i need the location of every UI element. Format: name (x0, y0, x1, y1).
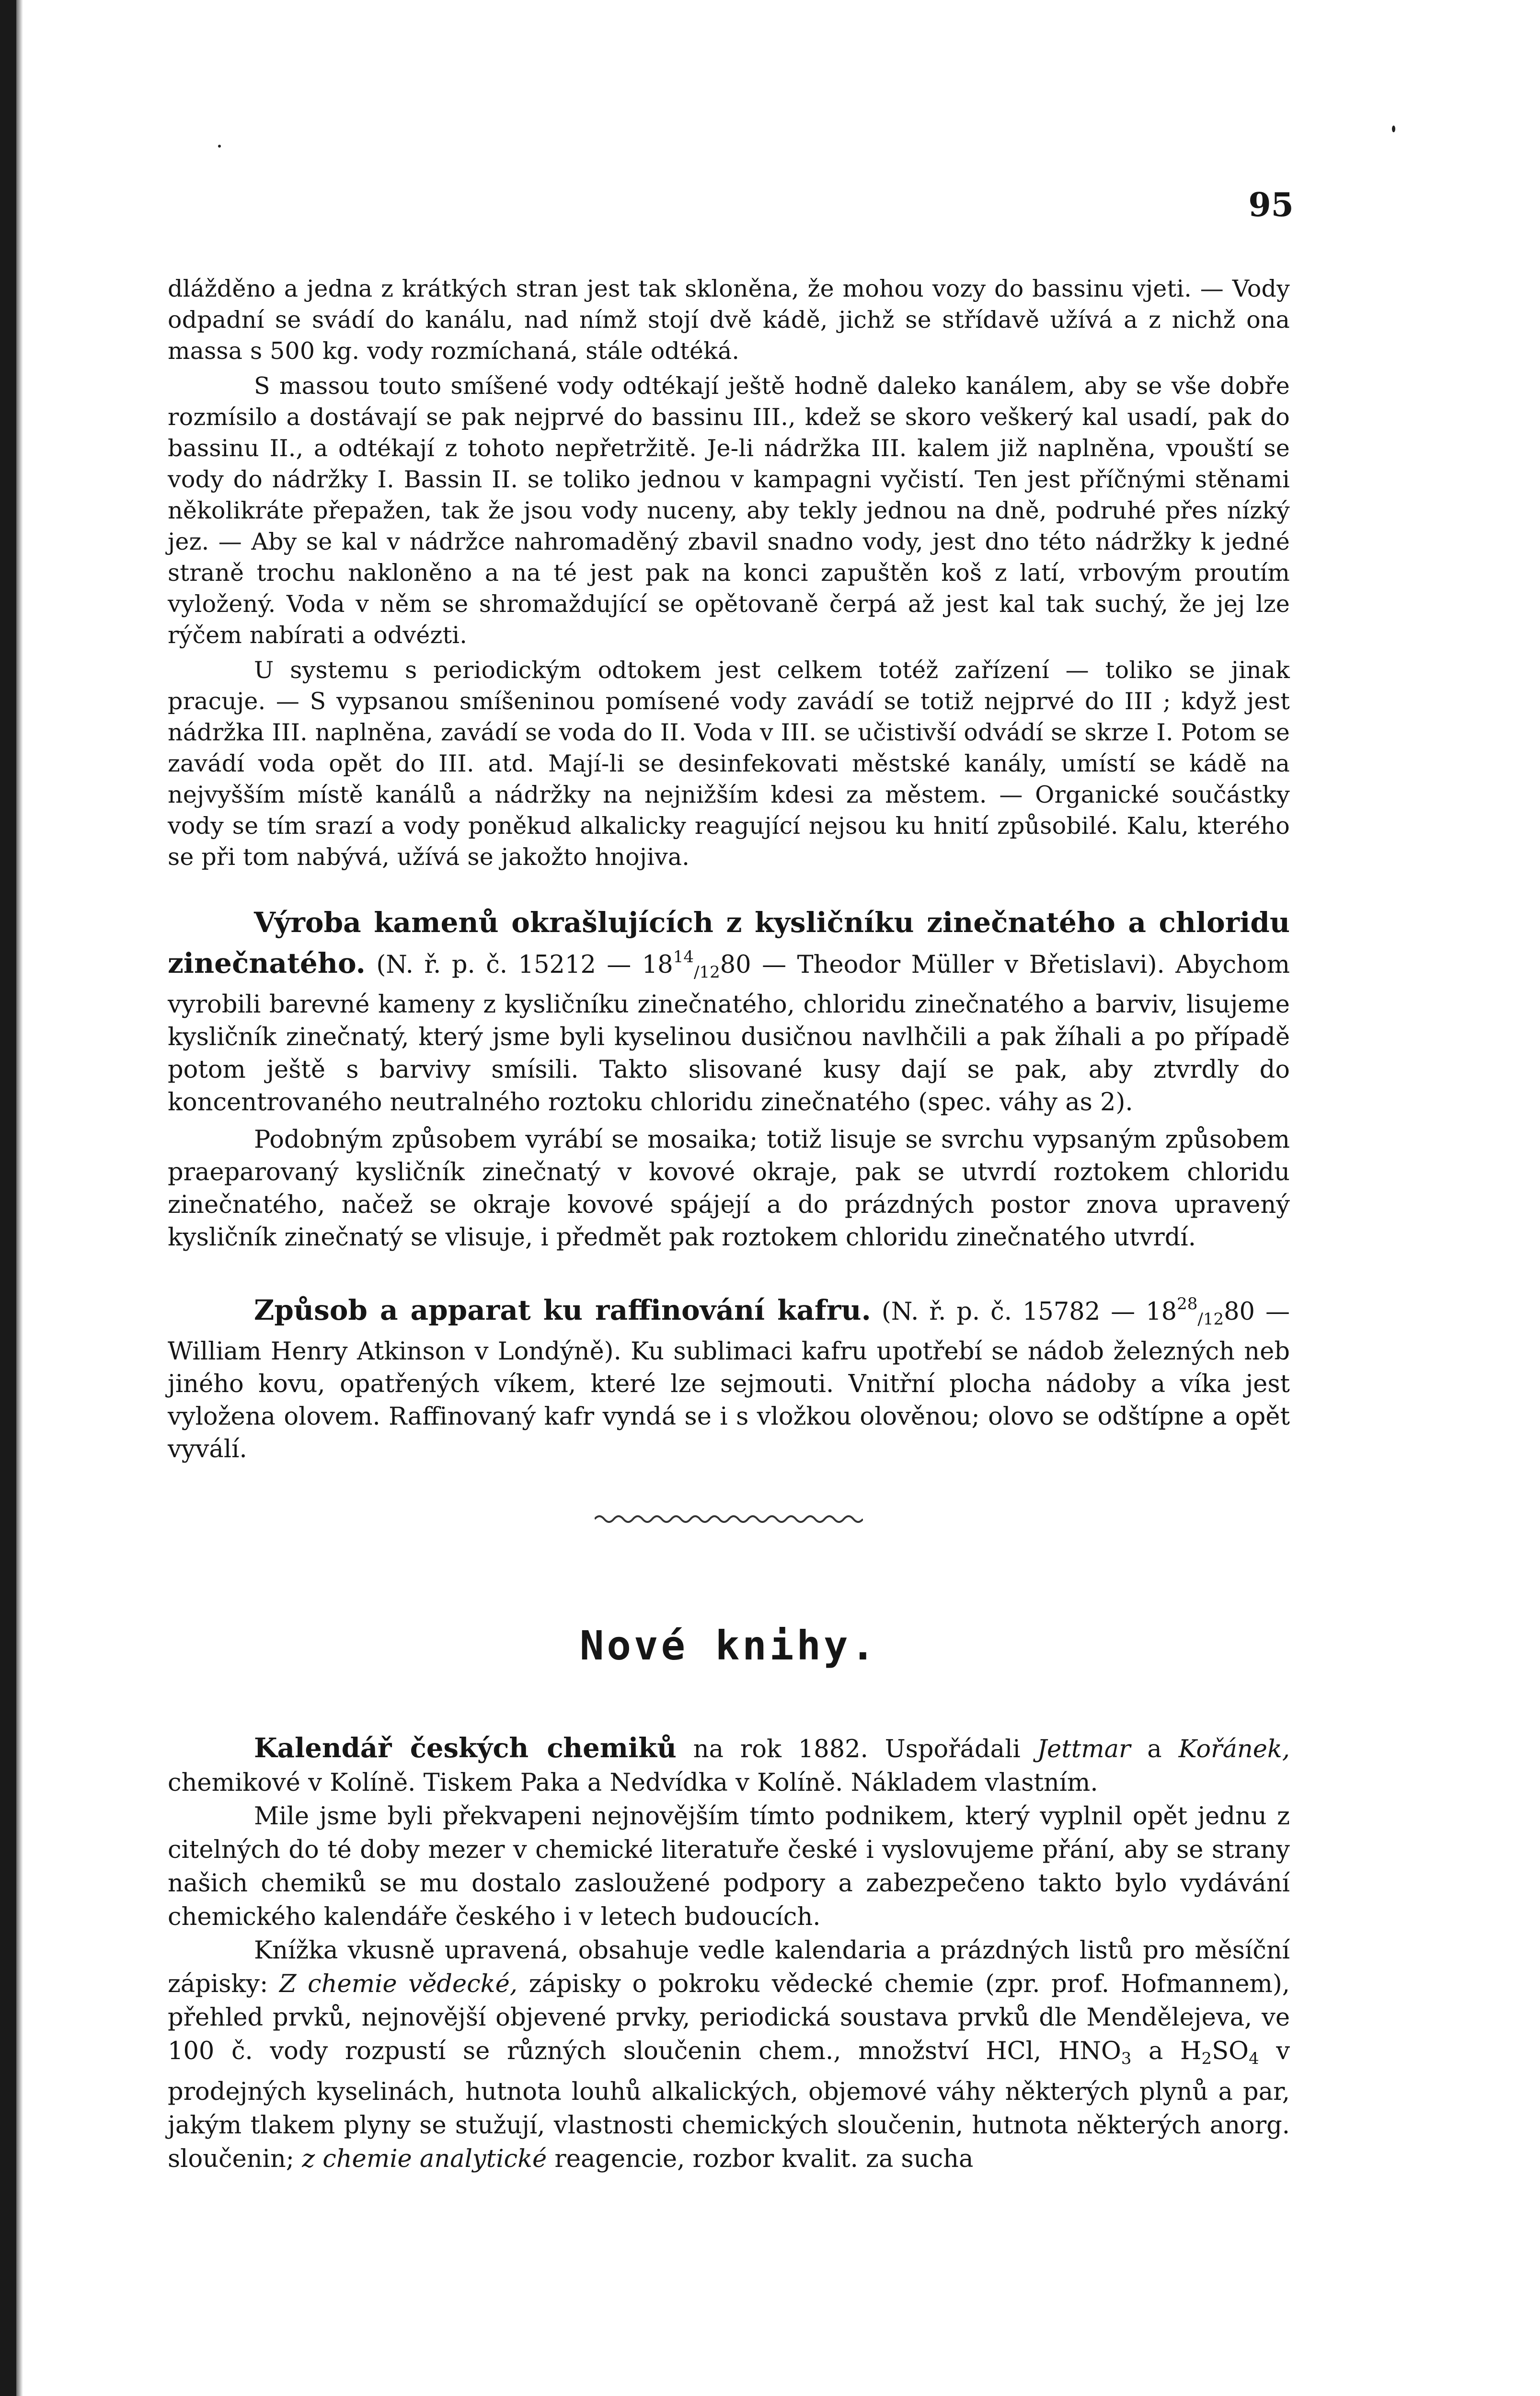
book-author-conjunction: a (1147, 1735, 1162, 1763)
patent-date-day: 28 (1177, 1294, 1198, 1313)
book-publisher: chemikové v Kolíně. Tiskem Paka a Nedvídka v Kolíně. Nákladem vlastním. (168, 1769, 1098, 1797)
entry-title: Způsob a apparat ku raffinování kafru. (254, 1294, 871, 1326)
patent-date-day: 14 (673, 947, 694, 967)
book-author: Kořánek, (1178, 1735, 1290, 1763)
entry-body: — William Henry Atkinson v Londýně). Ku sublimaci kafru upotřebí se nádob železných neb jiného kovu, opatřených víkem, které lze sejmouti. Vnitřní plocha nádoby a víka jest vyložena olovem. Raffinovaný kafr vyndá se i s vložkou olověnou; olovo se odštípne a opět vyválí. (168, 1298, 1290, 1463)
book-paragraph (168, 1934, 1290, 2176)
book-text: zápisky o pokroku vědecké chemie (zpr. prof. Hofmannem), přehled prvků, nejnovější objevené prvky, periodická soustava prvků dle Mendělejeva, ve 100 č. vody rozpustí se různých sloučenin chem., množství HCl, HNO (168, 1970, 1290, 2065)
formula-subscript: 2 (1201, 2049, 1212, 2068)
patent-entry-zinc-stones (168, 906, 1290, 1254)
book-text: a H (1149, 2037, 1202, 2065)
scan-edge-shadow (16, 0, 23, 2396)
ornamental-divider (168, 1512, 1290, 1531)
section-heading-new-books: Nové knihy. (579, 1622, 878, 1669)
paragraph: S massou touto smíšené vody odtékají ještě hodně daleko kanálem, aby se vše dobře rozmísilo a dostávají se pak nejprvé do bassinu III., kdež se skoro veškerý kal usadí, pak do bassinu II., a odtékají z tohoto nepřetržitě. Je-li nádržka III. kalem již naplněna, vpouští se vody do nádržky I. Bassin II. se toliko jednou v kampagni vyčistí. Ten jest příčnými stěnami několikráte přepažen, tak že jsou vody nuceny, aby tekly jednou na dně, podruhé přes nízký jez. — Aby se kal v nádržce nahromaděný zbavil snadno vody, jest dno této nádržky k jedné straně trochu nakloněno a na té jest pak na konci zapuštěn koš z latí, vrbovým proutím vyložený. Voda v něm se shromaždující se opětovaně čerpá až jest kal tak suchý, že jej lze rýčem nabírati a odvézti. (168, 372, 1290, 649)
patent-reference (376, 947, 1165, 982)
formula-subscript: 4 (1248, 2049, 1259, 2068)
paragraph: dlážděno a jedna z krátkých stran jest tak skloněna, že mohou vozy do bassinu vjeti. — Vody odpadní se svádí do kanálu, nad nímž stojí dvě kádě, jichž se střídavě užívá a z nichž ona massa s 500 kg. vody rozmíchaná, stále odtéká. (168, 275, 1290, 365)
book-intro (168, 1731, 1290, 1800)
entry-title: Výroba kamenů okrašlujících z kysličníku zinečnatého a chloridu zinečnatého. (168, 906, 1290, 979)
scan-speck (1392, 126, 1395, 132)
book-author: Jettmar (1037, 1735, 1131, 1763)
book-text: v prodejných kyselinách, hutnota louhů alkalických, objemové váhy některých plynů a par, jakým tlakem plyny se stužují, vlastnosti chemických sloučenin, hutnota některých anorg. sloučenin; (168, 2037, 1290, 2173)
book-review (168, 1731, 1290, 2176)
book-section-name: z chemie analytické (302, 2145, 547, 2173)
patent-number: (N. ř. p. č. 15212 — 18 (376, 951, 673, 979)
page-number: 95 (1248, 186, 1294, 224)
patent-date-month: /12 (693, 963, 720, 982)
patent-number: (N. ř. p. č. 15782 — 18 (881, 1298, 1177, 1326)
book-paragraph: Mile jsme byli překvapeni nejnovějším tímto podnikem, který vyplnil opět jednu z citelných do té doby mezer v chemické literatuře české i vyslovujeme přání, aby se strany našich chemiků se mu dostalo zasloužené podpory a zabezpečeno takto bylo vydávání chemického kalendáře českého i v letech budoucích. (168, 1802, 1290, 1931)
patent-entry-camphor (168, 1288, 1290, 1466)
book-text: reagencie, rozbor kvalit. za sucha (554, 2145, 974, 2173)
patent-date-year: 80 (1224, 1298, 1255, 1326)
entry-paragraph: Podobným způsobem vyrábí se mosaika; totiž lisuje se svrchu vypsaným způsobem praeparovaný kysličník zinečnatý v kovové okraje, pak se utvrdí roztokem chloridu zinečnatého, načež se okraje kovové spájejí a do prázdných postor znova upravený kysličník zinečnatý se vlisuje, i předmět pak roztokem chloridu zinečnatého utvrdí. (168, 1126, 1290, 1252)
book-text: Knížka vkusně upravená, obsahuje vedle kalendaria a prázdných listů pro měsíční zápisky: (168, 1936, 1290, 1998)
text-column (168, 273, 1290, 2176)
patent-reference (881, 1294, 1255, 1329)
scan-left-edge (0, 0, 16, 2396)
book-section-name: Z chemie vědecké, (279, 1970, 517, 1998)
continued-article (168, 273, 1290, 873)
entry-paragraph (168, 1288, 1290, 1466)
entry-paragraph (168, 906, 1290, 1119)
book-text: SO (1212, 2037, 1249, 2065)
patent-date-month: /12 (1197, 1310, 1224, 1329)
paragraph: U systemu s periodickým odtokem jest celkem totéž zařízení — toliko se jinak pracuje. — S vypsanou smíšeninou pomísené vody zavádí se totiž nejprvé do III ; když jest nádržka III. naplněna, zavádí se voda do II. Voda v III. se učistivší odvádí se skrze I. Potom se zavádí voda opět do III. atd. Mají-li se desinfekovati městské kanály, umístí se kádě na nejvyšším místě kanálů a nádržky na nejnižším kdesi za městem. — Organické součástky vody se tím srazí a vody poněkud alkalicky reagující nejsou ku hnití způsobilé. Kalu, kterého se při tom nabývá, užívá se jakožto hnojiva. (168, 657, 1290, 871)
book-title: Kalendář českých chemiků (254, 1732, 677, 1764)
wavy-divider-icon (595, 1512, 863, 1526)
formula-subscript: 3 (1121, 2049, 1132, 2068)
book-intro-text: na rok 1882. Uspořádali (693, 1735, 1021, 1763)
scan-speck (218, 145, 221, 148)
patent-holder: 80 — Theodor Müller v Břetislavi). (720, 951, 1165, 979)
entry-body: Abychom vyrobili barevné kameny z kysličníku zinečnatého, chloridu zinečnatého a barviv, lisujeme kysličník zinečnatý, který jsme byli kyselinou dusičnou navlhčili a pak žíhali a po případě potom ještě s barvivy smísili. Takto slisované kusy dají se pak, aby ztvrdly do koncentrovaného neutralného roztoku chloridu zinečnatého (spec. váhy as 2). (168, 951, 1290, 1117)
